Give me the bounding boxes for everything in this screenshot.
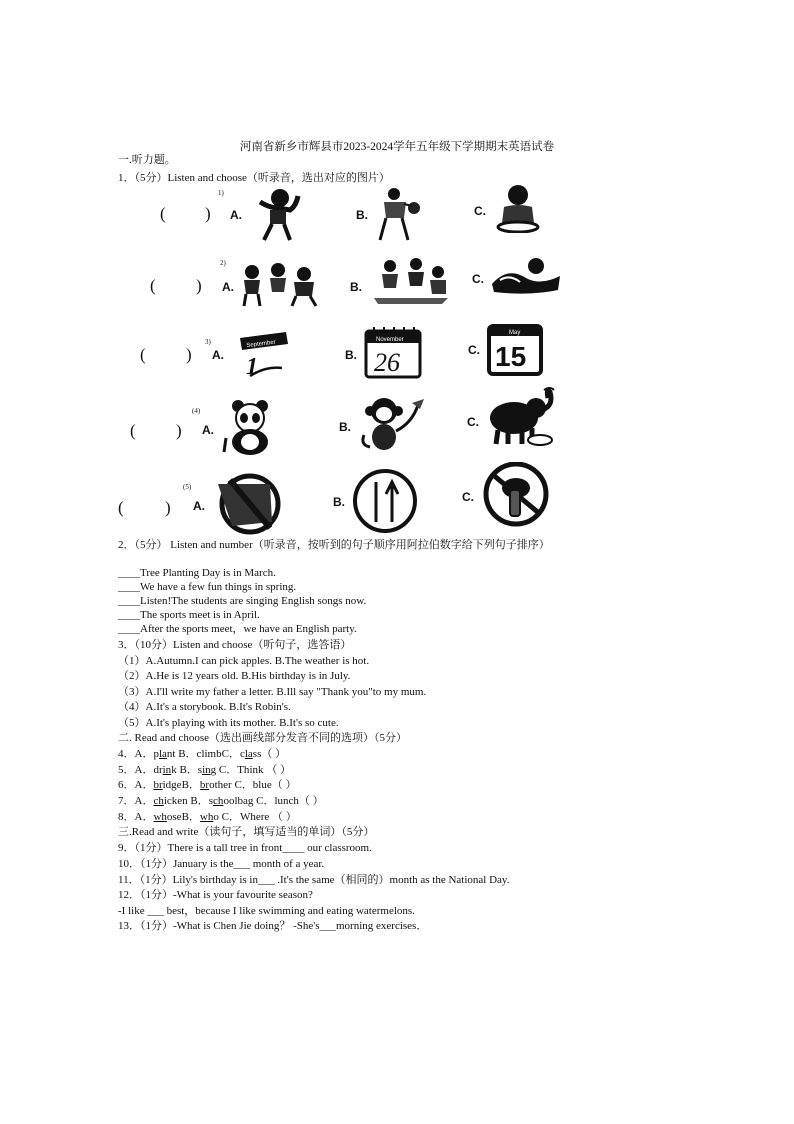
people-swimming-icon — [490, 256, 562, 296]
row1-number: 1) — [218, 189, 224, 197]
q7-a-end: icken — [163, 795, 188, 807]
q8-c-and-blank: Where （ ） — [239, 811, 297, 823]
row4-answer-close: ) — [176, 421, 182, 440]
q1-instruction: 1．（5分）Listen and choose（听录音，选出对应的图片） — [118, 172, 390, 184]
row1-option-c: C. — [474, 204, 486, 218]
q4-b: B．climbC． — [175, 748, 240, 760]
row3-number: 3) — [205, 338, 211, 346]
q4-c-end: ss — [252, 748, 262, 760]
q6-b-underlined: br — [199, 779, 210, 791]
q7-line — [118, 794, 324, 808]
q3-item-1: （1）A.Autumn.I can pick apples. B.The weather is hot. — [118, 655, 370, 667]
row4-option-c: C. — [467, 415, 479, 429]
boy-basketball-icon — [372, 186, 422, 242]
q7-b: B．s — [187, 795, 214, 807]
elephant-icon — [484, 386, 560, 448]
q2-instruction: 2．（5分） Listen and number（听录音，按听到的句子顺序用阿拉伯数字给下列句子排序） — [118, 539, 550, 551]
calendar-c-day: 15 — [495, 341, 527, 372]
row2-answer-close: ) — [196, 276, 202, 295]
calendar-b-month: November — [376, 337, 404, 343]
row4-option-a: A. — [202, 423, 214, 437]
q12-line: 12．（1分）-What is your favourite season? — [118, 889, 313, 901]
q3-instruction: 3．（10分）Listen and choose（听句子，选答语） — [118, 639, 352, 651]
q2-item-5: ____After the sports meet，we have an English party. — [118, 623, 357, 635]
q7-a-prefix: A． — [134, 795, 154, 807]
q8-a-prefix: A． — [134, 811, 154, 823]
panda-icon — [222, 398, 278, 456]
family-picnic-icon — [370, 258, 450, 306]
boy-eating-icon — [494, 183, 542, 233]
q5-number: 5． — [118, 764, 135, 776]
row3-answer-close: ) — [186, 345, 192, 364]
row2-answer-open: ( — [150, 276, 156, 295]
q4-number: 4． — [118, 748, 135, 760]
row1-answer-open: ( — [160, 204, 166, 223]
q5-b: B．s — [176, 764, 203, 776]
q5-answer-blank: ink （ ） — [249, 764, 291, 776]
calendar-a-day: 1 — [246, 354, 258, 380]
row1-option-a: A. — [230, 208, 242, 222]
row3-option-a: A. — [212, 348, 224, 362]
calendar-september-1-icon — [236, 330, 292, 380]
q5-line — [118, 763, 291, 777]
q6-a-prefix: A． — [134, 779, 154, 791]
row5-option-a: A. — [193, 499, 205, 513]
q4-a-prefix: A． — [134, 748, 154, 760]
row5-number: (5) — [183, 483, 192, 491]
q6-b-end: other C． — [209, 779, 253, 791]
q2-item-2: ____We have a few fun things in spring. — [118, 581, 297, 593]
quiet-sign-icon — [480, 462, 550, 528]
children-playing-icon — [238, 262, 322, 308]
q7-number: 7． — [118, 795, 135, 807]
q5-c-part: g C．Th — [210, 764, 250, 776]
row2-number: 2) — [220, 259, 226, 267]
q8-a-end: ose — [166, 811, 182, 823]
calendar-november-26-icon — [364, 327, 422, 379]
row5-answer-open: ( — [118, 498, 124, 517]
row2-option-a: A. — [222, 280, 234, 294]
row5-option-c: C. — [462, 490, 474, 504]
q2-item-1: ____Tree Planting Day is in March. — [118, 567, 276, 579]
q6-b: B． — [181, 779, 200, 791]
q8-b: B． — [181, 811, 200, 823]
row3-answer-open: ( — [140, 345, 146, 364]
row3-option-b: B. — [345, 348, 357, 362]
row5-option-b: B. — [333, 495, 345, 509]
q6-a-underlined: br — [153, 779, 163, 791]
row4-option-b: B. — [339, 420, 351, 434]
q8-line — [118, 810, 297, 824]
row1-option-b: B. — [356, 208, 368, 222]
calendar-may-15-icon — [487, 322, 543, 376]
row2-option-b: B. — [350, 280, 362, 294]
row1-answer-close: ) — [205, 204, 211, 223]
q5-b-underlined: in — [202, 764, 211, 776]
section1-heading: 一.听力题。 — [118, 154, 176, 166]
q6-number: 6． — [118, 779, 135, 791]
q5-a-prefix: A． — [134, 764, 154, 776]
q8-b-end: o C． — [213, 811, 240, 823]
q13-line: 13．（1分）-What is Chen Jie doing？ -She's___morning exercises． — [118, 920, 428, 932]
q4-a-end: nt — [166, 748, 176, 760]
q4-answer-blank: （ ） — [261, 748, 287, 760]
q4-c-start: c — [239, 748, 245, 760]
q5-a-end: k — [171, 764, 177, 776]
row5-answer-close: ) — [165, 498, 171, 517]
exam-title: 河南省新乡市辉县市2023-2024学年五年级下学期期末英语试卷 — [239, 141, 555, 153]
q8-b-underlined: wh — [199, 811, 214, 823]
q6-line — [118, 778, 297, 792]
q3-item-3: （3）A.I'll write my father a letter. B.Ill say "Thank you"to my mum. — [118, 686, 427, 698]
row3-option-c: C. — [468, 343, 480, 357]
q6-a-end: idge — [162, 779, 182, 791]
no-picking-flowers-sign-icon — [212, 472, 286, 536]
calendar-b-day: 26 — [374, 348, 400, 377]
q8-number: 8． — [118, 811, 135, 823]
section3-heading: 三.Read and write（读句子，填写适当的单词）（5分） — [118, 826, 375, 838]
calendar-c-month: May — [509, 330, 521, 336]
calendar-a-month: September — [246, 339, 277, 350]
q4-a-underlined: la — [158, 748, 167, 760]
q12-answer-line: -I like ___ best，because I like swimming and eating watermelons. — [118, 905, 415, 917]
q7-c-and-blank: ch（ ） — [288, 795, 324, 807]
q4-c-underlined: la — [244, 748, 253, 760]
q11-line: 11．（1分）Lily's birthday is in___ .It's the same（相同的）month as the National Day. — [118, 874, 510, 886]
monkey-icon — [356, 395, 428, 453]
q5-a-underlined: in — [162, 764, 172, 776]
q7-b-end: oolbag C．lun — [223, 795, 289, 807]
q3-item-2: （2）A.He is 12 years old. B.His birthday is in July. — [118, 670, 351, 682]
q3-item-4: （4）A.It's a storybook. B.It's Robin's. — [118, 701, 291, 713]
q5-a-start: dr — [153, 764, 163, 776]
keep-right-sign-icon — [352, 468, 418, 534]
q4-a-start: p — [153, 748, 159, 760]
section2-heading: 二. Read and choose（选出画线部分发音不同的选项）（5分） — [118, 732, 408, 744]
q7-a-underlined: ch — [153, 795, 164, 807]
q2-item-3: ____Listen!The students are singing English songs now. — [118, 595, 367, 607]
q7-b-underlined: ch — [213, 795, 224, 807]
q6-c-and-blank: blue（ ） — [252, 779, 297, 791]
q3-item-5: （5）A.It's playing with its mother. B.It's so cute. — [118, 717, 339, 729]
row4-number: (4) — [192, 407, 201, 415]
row2-option-c: C. — [472, 272, 484, 286]
q2-item-4: ____The sports meet is in April. — [118, 609, 260, 621]
q10-line: 10．（1分）January is the___ month of a year. — [118, 858, 325, 870]
q4-line — [118, 747, 286, 761]
row4-answer-open: ( — [130, 421, 136, 440]
q9-line: 9．（1分）There is a tall tree in front____ our classroom. — [118, 842, 372, 854]
q8-a-underlined: wh — [153, 811, 167, 823]
boy-stretching-icon — [250, 186, 302, 242]
